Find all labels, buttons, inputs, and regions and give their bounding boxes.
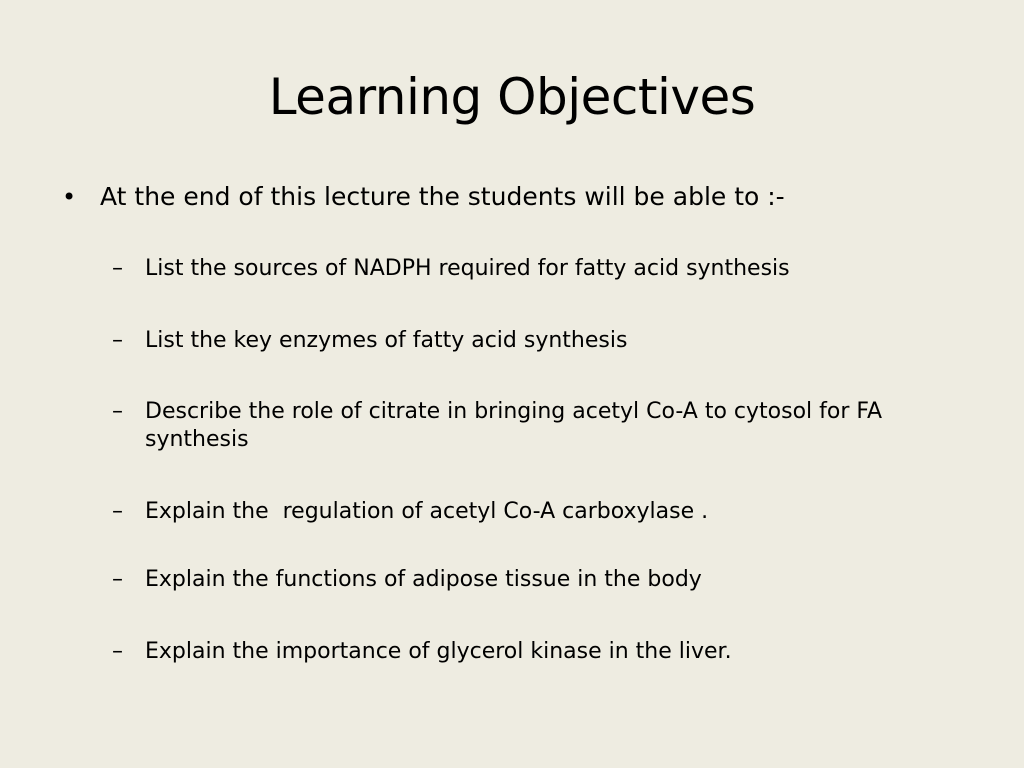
objective-text: Explain the importance of glycerol kinase in the liver. — [145, 639, 732, 664]
objective-item — [112, 498, 932, 526]
slide-title: Learning Objectives — [268, 68, 756, 126]
objective-item — [112, 638, 932, 666]
dash-marker: – — [112, 399, 123, 424]
dash-marker: – — [112, 499, 123, 524]
objective-item — [112, 255, 932, 283]
dash-marker: – — [112, 639, 123, 664]
dash-marker: – — [112, 328, 123, 353]
intro-text: At the end of this lecture the students will be able to :- — [100, 182, 785, 211]
dash-marker: – — [112, 567, 123, 592]
objective-item — [112, 566, 932, 594]
intro-bullet-item — [62, 180, 785, 214]
objective-text: Explain the functions of adipose tissue in the body — [145, 567, 702, 592]
objective-text: Describe the role of citrate in bringing acetyl Co-A to cytosol for FA synthesis — [145, 399, 890, 452]
objective-text: Explain the regulation of acetyl Co-A carboxylase . — [145, 499, 709, 524]
objective-item — [112, 398, 932, 454]
bullet-marker: • — [62, 183, 77, 211]
objective-item — [112, 327, 932, 355]
objective-text: List the sources of NADPH required for fatty acid synthesis — [145, 256, 790, 281]
dash-marker: – — [112, 256, 123, 281]
objective-text: List the key enzymes of fatty acid synthesis — [145, 328, 628, 353]
